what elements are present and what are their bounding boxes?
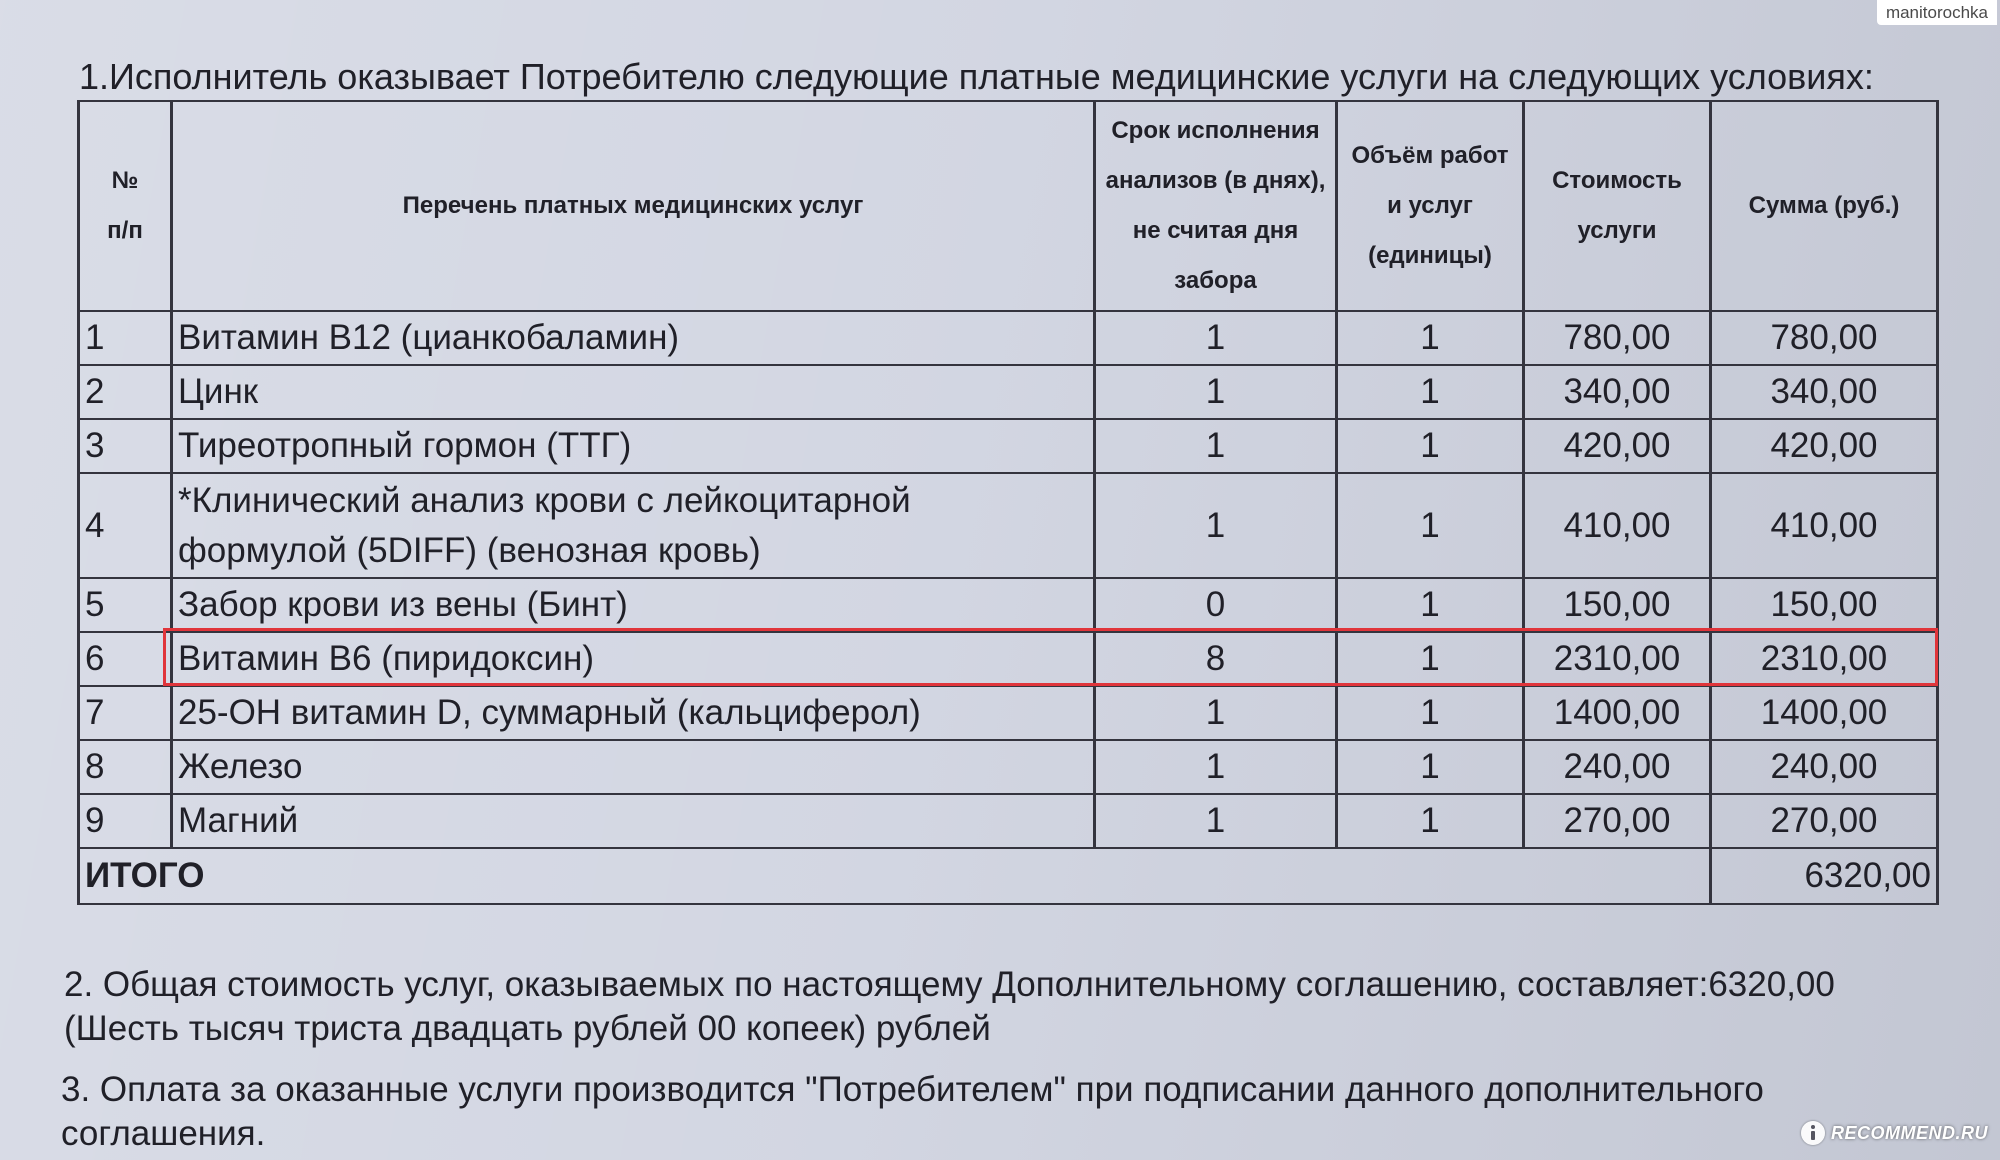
clause-2: 2. Общая стоимость услуг, оказываемых по настоящему Дополнительному соглашению, составляет:6320,00 (Шесть тысяч триста двадцать рублей 00 копеек) рублей: [64, 965, 1835, 1048]
recommend-logo-icon: [1801, 1121, 1825, 1145]
table-row: [79, 473, 1938, 578]
sum-cell: 780,00: [1711, 311, 1938, 365]
clause-3: 3. Оплата за оказанные услуги производится "Потребителем" при подписании данного дополнительного соглашения.: [61, 1070, 1764, 1153]
header-sum: Сумма (руб.): [1711, 101, 1938, 311]
price-cell: 780,00: [1524, 311, 1711, 365]
volume-cell: 1: [1337, 365, 1524, 419]
sum-cell: 270,00: [1711, 794, 1938, 848]
header-number: № п/п: [79, 101, 172, 311]
price-cell: 1400,00: [1524, 686, 1711, 740]
row-number-cell: 1: [79, 311, 172, 365]
term-days-cell: 1: [1095, 794, 1337, 848]
header-volume: Объём работ и услуг (единицы): [1337, 101, 1524, 311]
sum-cell: 1400,00: [1711, 686, 1938, 740]
service-name-cell: Витамин В12 (цианкобаламин): [172, 311, 1095, 365]
site-watermark: [1801, 1118, 1988, 1148]
volume-cell: 1: [1337, 311, 1524, 365]
volume-cell: 1: [1337, 686, 1524, 740]
sum-cell: 420,00: [1711, 419, 1938, 473]
header-service-list: Перечень платных медицинских услуг: [172, 101, 1095, 311]
row-number-cell: 6: [79, 632, 172, 686]
total-value: 6320,00: [1711, 848, 1938, 904]
row-number-cell: 8: [79, 740, 172, 794]
sum-cell: 240,00: [1711, 740, 1938, 794]
table-row: [79, 365, 1938, 419]
sum-cell: 150,00: [1711, 578, 1938, 632]
volume-cell: 1: [1337, 794, 1524, 848]
row-number-cell: 7: [79, 686, 172, 740]
volume-cell: 1: [1337, 578, 1524, 632]
table-row: [79, 311, 1938, 365]
price-cell: 340,00: [1524, 365, 1711, 419]
header-term: Срок исполнения анализов (в днях), не считая дня забора: [1095, 101, 1337, 311]
header-row: [79, 101, 1938, 311]
volume-cell: 1: [1337, 632, 1524, 686]
total-label: ИТОГО: [79, 848, 1711, 904]
row-number-cell: 3: [79, 419, 172, 473]
service-name-cell: 25-ОН витамин D, суммарный (кальциферол): [172, 686, 1095, 740]
table-row: [79, 578, 1938, 632]
table-row: [79, 419, 1938, 473]
term-days-cell: 8: [1095, 632, 1337, 686]
term-days-cell: 1: [1095, 473, 1337, 578]
volume-cell: 1: [1337, 419, 1524, 473]
term-days-cell: 1: [1095, 311, 1337, 365]
table-row: [79, 686, 1938, 740]
row-number-cell: 9: [79, 794, 172, 848]
table-row: [79, 740, 1938, 794]
price-cell: 240,00: [1524, 740, 1711, 794]
sum-cell: 2310,00: [1711, 632, 1938, 686]
service-name-cell: Витамин В6 (пиридоксин): [172, 632, 1095, 686]
service-name-cell: Тиреотропный гормон (ТТГ): [172, 419, 1095, 473]
total-row: [79, 848, 1938, 904]
service-name-cell: Магний: [172, 794, 1095, 848]
term-days-cell: 0: [1095, 578, 1337, 632]
volume-cell: 1: [1337, 473, 1524, 578]
row-number-cell: 5: [79, 578, 172, 632]
services-table: [77, 100, 1939, 905]
row-number-cell: 4: [79, 473, 172, 578]
table-row: [79, 632, 1938, 686]
table-row: [79, 794, 1938, 848]
header-price: Стоимость услуги: [1524, 101, 1711, 311]
site-watermark-text: RECOMMEND.RU: [1831, 1122, 1988, 1143]
term-days-cell: 1: [1095, 740, 1337, 794]
price-cell: 270,00: [1524, 794, 1711, 848]
author-watermark: manitorochka: [1877, 0, 1997, 25]
service-name-cell: Цинк: [172, 365, 1095, 419]
price-cell: 410,00: [1524, 473, 1711, 578]
sum-cell: 340,00: [1711, 365, 1938, 419]
row-number-cell: 2: [79, 365, 172, 419]
price-cell: 2310,00: [1524, 632, 1711, 686]
term-days-cell: 1: [1095, 686, 1337, 740]
sum-cell: 410,00: [1711, 473, 1938, 578]
service-name-cell: *Клинический анализ крови с лейкоцитарной формулой (5DIFF) (венозная кровь): [172, 473, 1095, 578]
price-cell: 150,00: [1524, 578, 1711, 632]
term-days-cell: 1: [1095, 365, 1337, 419]
volume-cell: 1: [1337, 740, 1524, 794]
price-cell: 420,00: [1524, 419, 1711, 473]
service-name-cell: Железо: [172, 740, 1095, 794]
service-name-cell: Забор крови из вены (Бинт): [172, 578, 1095, 632]
intro-clause: 1.Исполнитель оказывает Потребителю следующие платные медицинские услуги на следующих условиях:: [79, 56, 1874, 97]
term-days-cell: 1: [1095, 419, 1337, 473]
